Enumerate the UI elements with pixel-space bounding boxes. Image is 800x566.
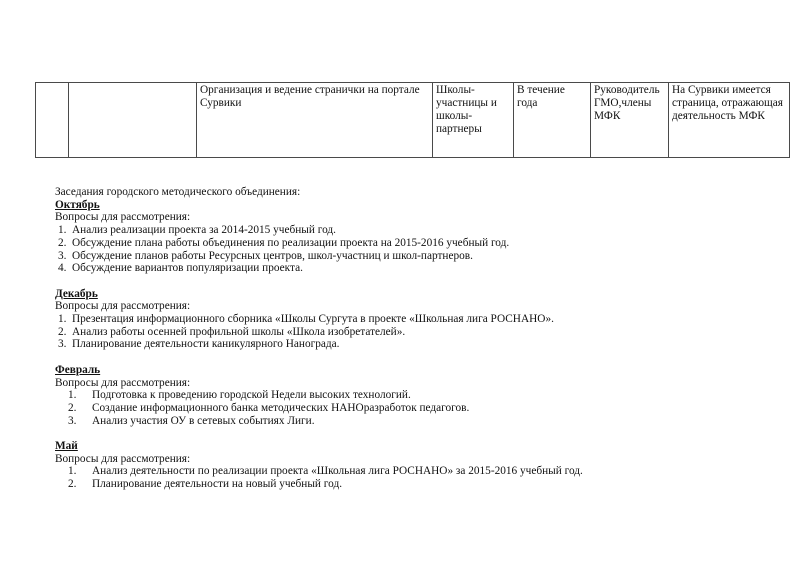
list-item: Анализ реализации проекта за 2014-2015 учебный год. — [72, 224, 336, 237]
intro-line: Заседания городского методического объединения: — [55, 186, 301, 198]
questions-label: Вопросы для рассмотрения: — [55, 211, 191, 224]
list-item: Планирование деятельности на новый учебный год. — [92, 478, 343, 491]
list-item: Обсуждение планов работы Ресурсных центров, школ-участниц и школ-партнеров. — [72, 249, 473, 262]
list-item: Анализ работы осенней профильной школы «Школа изобретателей». — [72, 325, 406, 338]
list-item: Обсуждение вариантов популяризации проекта. — [72, 262, 303, 275]
questions-list-december — [55, 313, 790, 351]
work-plan-table — [35, 82, 790, 158]
list-item: Анализ участия ОУ в сетевых событиях Лиги. — [92, 414, 315, 427]
list-item: Планирование деятельности каникулярного Нанограда. — [72, 338, 340, 351]
meeting-plan — [55, 186, 790, 491]
table-row — [36, 83, 790, 158]
table-cell-participants: Школы-участницы и школы-партнеры — [433, 83, 514, 158]
section-february — [55, 364, 790, 428]
list-item: Создание информационного банка методических НАНОразработок педагогов. — [92, 401, 470, 414]
month-heading-december: Декабрь — [55, 287, 98, 300]
section-december — [55, 288, 790, 352]
table-cell-responsible: Руководитель ГМО,члены МФК — [591, 83, 669, 158]
month-heading-october: Октябрь — [55, 198, 100, 211]
table-cell-number — [36, 83, 69, 158]
questions-list-may — [55, 465, 790, 490]
table-cell-result: На Сурвики имеется страница, отражающая деятельность МФК — [669, 83, 790, 158]
questions-label: Вопросы для рассмотрения: — [55, 376, 191, 389]
questions-label: Вопросы для рассмотрения: — [55, 300, 191, 313]
questions-label: Вопросы для рассмотрения: — [55, 452, 191, 465]
month-heading-may: Май — [55, 440, 78, 453]
questions-list-february — [55, 389, 790, 427]
questions-list-october — [55, 224, 790, 275]
section-october — [55, 199, 790, 275]
section-may — [55, 440, 790, 491]
list-item: Анализ деятельности по реализации проекта «Школьная лига РОСНАНО» за 2015-2016 учебный год. — [92, 465, 583, 478]
table-cell-direction — [69, 83, 197, 158]
table-cell-activity: Организация и ведение странички на портале Сурвики — [197, 83, 433, 158]
list-item: Обсуждение плана работы объединения по реализации проекта на 2015-2016 учебный год. — [72, 236, 510, 249]
table-cell-timeframe: В течение года — [514, 83, 591, 158]
month-heading-february: Февраль — [55, 363, 101, 376]
list-item: Подготовка к проведению городской Недели высоких технологий. — [92, 389, 411, 402]
list-item: Презентация информационного сборника «Школы Сургута в проекте «Школьная лига РОСНАНО». — [72, 313, 554, 326]
